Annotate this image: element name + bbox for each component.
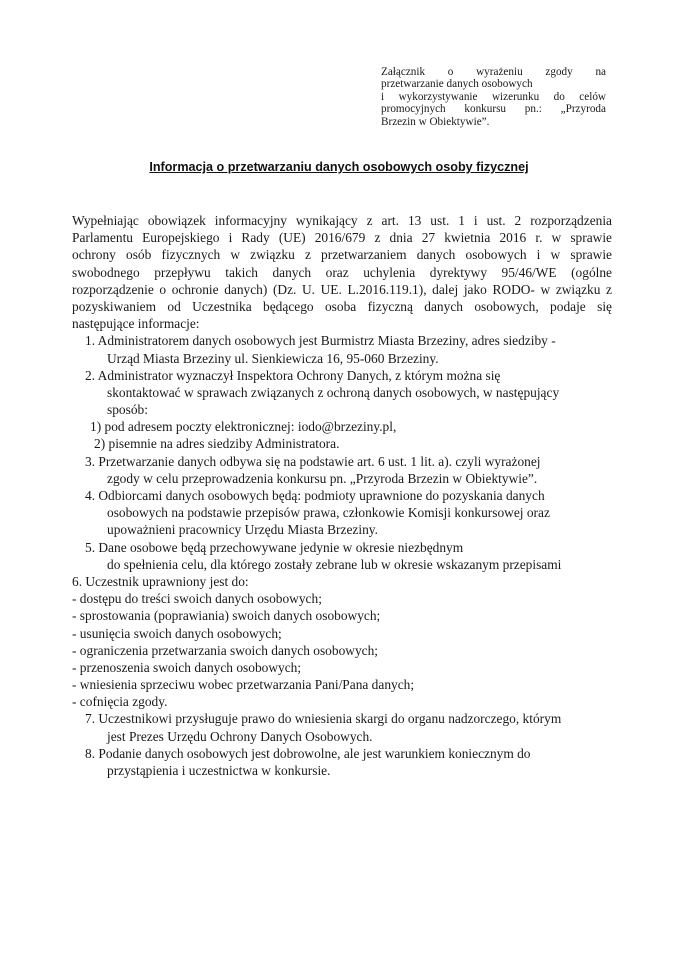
- list-item-1: [72, 332, 612, 366]
- list-item-6: [72, 573, 612, 711]
- right-item: - dostępu do treści swoich danych osobowych;: [72, 591, 322, 607]
- intro-line: swobodnego przepływu takich danych oraz uchylenia dyrektywy 95/46/WE (ogólne: [72, 264, 612, 280]
- item-line: skontaktować w sprawach związanych z ochroną danych osobowych, w następujący: [107, 384, 560, 400]
- list-item-2: [72, 367, 612, 453]
- right-item: - sprostowania (poprawiania) swoich danych osobowych;: [72, 608, 381, 624]
- right-item: - przenoszenia swoich danych osobowych;: [72, 659, 302, 675]
- attachment-line: Brzezin w Obiektywie”.: [381, 115, 490, 128]
- attachment-line: Załącznik o wyrażeniu zgody na: [381, 66, 606, 78]
- intro-line: Wypełniając obowiązek informacyjny wynikający z art. 13 ust. 1 i ust. 2 rozporządzenia: [72, 213, 612, 228]
- list-item-8: [72, 745, 612, 779]
- list-item-3: [72, 453, 612, 487]
- contact-method-1: 1) pod adresem poczty elektronicznej: iodo@brzeziny.pl,: [90, 419, 397, 435]
- right-item: - ograniczenia przetwarzania swoich danych osobowych;: [72, 642, 378, 658]
- item-line: 7. Uczestnikowi przysługuje prawo do wniesienia skargi do organu nadzorczego, którym: [85, 711, 562, 727]
- list-item-7: [72, 710, 612, 744]
- item-line: 6. Uczestnik uprawniony jest do:: [72, 573, 249, 589]
- attachment-line: promocyjnych konkursu pn.: „Przyroda: [381, 103, 606, 116]
- list-item-4: [72, 487, 612, 539]
- attachment-note: [381, 66, 606, 128]
- intro-line: rozporządzenie o ochronie danych) (Dz. U. UE. L.2016.119.1), dalej jako RODO- w związku z: [72, 281, 612, 297]
- document-title: Informacja o przetwarzaniu danych osobowych osoby fizycznej: [149, 160, 529, 174]
- item-line: Urząd Miasta Brzeziny ul. Sienkiewicza 16, 95-060 Brzeziny.: [107, 350, 439, 366]
- attachment-line: przetwarzanie danych osobowych: [381, 78, 533, 91]
- item-line: przystąpienia i uczestnictwa w konkursie.: [107, 763, 331, 778]
- right-item: - cofnięcia zgody.: [72, 694, 168, 710]
- intro-line: pozyskiwaniem od Uczestnika będącego osoba fizyczną danych osobowych, podaje się: [72, 298, 612, 314]
- item-line: 4. Odbiorcami danych osobowych będą: podmioty uprawnione do pozyskania danych: [85, 488, 545, 503]
- item-line: upoważnieni pracownicy Urzędu Miasta Brzeziny.: [107, 522, 378, 538]
- item-line: jest Prezes Urzędu Ochrony Danych Osobowych.: [107, 728, 373, 744]
- item-line: 5. Dane osobowe będą przechowywane jedynie w okresie niezbędnym: [85, 539, 464, 555]
- document-body: [72, 212, 612, 779]
- intro-line: ochrony osób fizycznych w związku z przetwarzaniem danych osobowych i w sprawie: [72, 247, 612, 263]
- item-line: osobowych na podstawie przepisów prawa, członkowie Komisji konkursowej oraz: [107, 505, 550, 521]
- item-line: 2. Administrator wyznaczył Inspektora Ochrony Danych, z którym można się: [85, 367, 501, 383]
- item-line: zgody w celu przeprowadzenia konkursu pn. „Przyroda Brzezin w Obiektywie”.: [107, 470, 538, 486]
- intro-paragraph: [72, 212, 612, 332]
- intro-line: Parlamentu Europejskiego i Rady (UE) 2016/679 z dnia 27 kwietnia 2016 r. w sprawie: [72, 230, 612, 246]
- attachment-line: i wykorzystywanie wizerunku do celów: [381, 90, 606, 103]
- right-item: - usunięcia swoich danych osobowych;: [72, 625, 282, 641]
- item-line: sposób:: [107, 402, 148, 418]
- contact-method-2: 2) pisemnie na adres siedziby Administratora.: [94, 436, 340, 452]
- list-item-5: [72, 539, 612, 573]
- item-line: 8. Podanie danych osobowych jest dobrowolne, ale jest warunkiem koniecznym do: [85, 745, 531, 761]
- right-item: - wniesienia sprzeciwu wobec przetwarzania Pani/Pana danych;: [72, 677, 415, 693]
- item-line: do spełnienia celu, dla którego zostały zebrane lub w okresie wskazanym przepisami: [107, 556, 562, 572]
- item-line: 3. Przetwarzanie danych odbywa się na podstawie art. 6 ust. 1 lit. a). czyli wyrażonej: [85, 453, 541, 469]
- item-line: 1. Administratorem danych osobowych jest Burmistrz Miasta Brzeziny, adres siedziby -: [85, 333, 556, 349]
- intro-line: następujące informacje:: [72, 316, 200, 332]
